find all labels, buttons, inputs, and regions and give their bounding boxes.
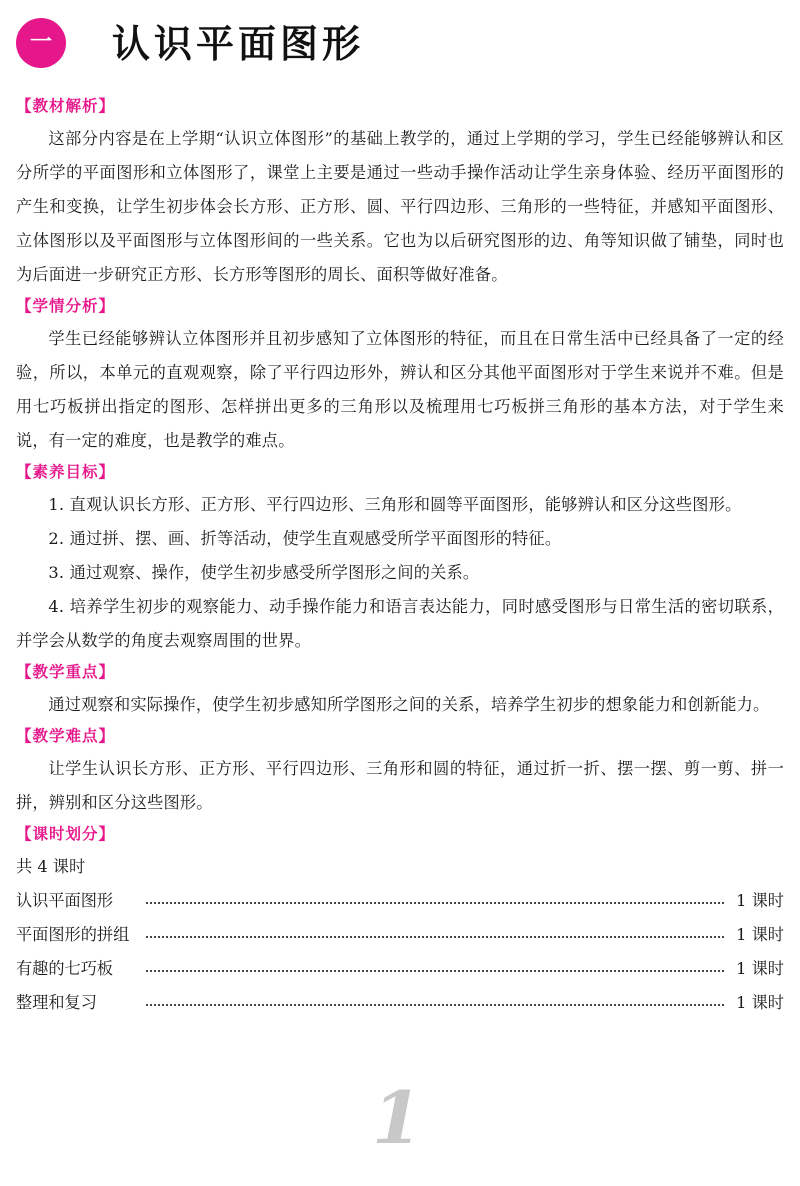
lesson-name: 有趣的七巧板 xyxy=(16,952,121,986)
section-lesson-schedule xyxy=(16,820,784,1020)
lesson-name: 平面图形的拼组 xyxy=(16,918,137,952)
lesson-name: 认识平面图形 xyxy=(16,884,121,918)
schedule-total: 共 4 课时 xyxy=(16,857,86,876)
goal-item-3: 3. 通过观察、操作，使学生初步感受所学图形之间的关系。 xyxy=(48,563,480,582)
lesson-name: 整理和复习 xyxy=(16,986,105,1020)
section-textbook-analysis xyxy=(16,92,784,292)
lesson-hours: 1 课时 xyxy=(730,918,784,952)
lesson-hours: 1 课时 xyxy=(730,884,784,918)
goal-item-1: 1. 直观认识长方形、正方形、平行四边形、三角形和圆等平面图形，能够辨认和区分这些图形。 xyxy=(48,495,742,514)
lesson-hours: 1 课时 xyxy=(730,986,784,1020)
dot-leader xyxy=(146,970,724,972)
section-label: 【教材解析】 xyxy=(16,97,116,115)
section-label: 【课时划分】 xyxy=(16,825,116,843)
section-difficulties xyxy=(16,722,784,820)
page-number: 1 xyxy=(372,1075,423,1160)
section-learner-analysis xyxy=(16,292,784,458)
goal-item-4: 4. 培养学生初步的观察能力、动手操作能力和语言表达能力，同时感受图形与日常生活的密切联系，并学会从数学的角度去观察周围的世界。 xyxy=(16,597,784,650)
unit-title: 认识平面图形 xyxy=(112,22,365,66)
unit-number: 一 xyxy=(29,30,52,55)
section-label: 【学情分析】 xyxy=(16,297,116,315)
section-literacy-goals xyxy=(16,458,784,658)
paragraph: 这部分内容是在上学期“认识立体图形”的基础上教学的，通过上学期的学习，学生已经能够辨认和区分所学的平面图形和立体图形了，课堂上主要是通过一些动手操作活动让学生亲身体验、经历平面图形的产生和变换，让学生初步体会长方形、正方形、圆、平行四边形、三角形的一些特征，并感知平面图形、立体图形以及平面图形与立体图形间的一些关系。它也为以后研究图形的边、角等知识做了铺垫，同时也为后面进一步研究正方形、长方形等图形的周长、面积等做好准备。 xyxy=(16,129,784,284)
lesson-hours: 1 课时 xyxy=(730,952,784,986)
page-content xyxy=(16,92,784,1020)
schedule-row xyxy=(16,884,784,918)
schedule-row xyxy=(16,952,784,986)
paragraph: 让学生认识长方形、正方形、平行四边形、三角形和圆的特征，通过折一折、摆一摆、剪一剪、拼一拼，辨别和区分这些图形。 xyxy=(16,759,784,812)
schedule-row xyxy=(16,918,784,952)
dot-leader xyxy=(146,902,724,904)
unit-header xyxy=(16,14,784,76)
schedule-row xyxy=(16,986,784,1020)
unit-number-badge xyxy=(16,18,66,68)
dot-leader xyxy=(146,1004,724,1006)
goal-item-2: 2. 通过拼、摆、画、折等活动，使学生直观感受所学平面图形的特征。 xyxy=(48,529,562,548)
paragraph: 学生已经能够辨认立体图形并且初步感知了立体图形的特征，而且在日常生活中已经具备了一定的经验，所以，本单元的直观观察，除了平行四边形外，辨认和区分其他平面图形对于学生来说并不难。但是用七巧板拼出指定的图形、怎样拼出更多的三角形以及梳理用七巧板拼三角形的基本方法，对于学生来说，有一定的难度，也是教学的难点。 xyxy=(16,329,784,450)
section-label: 【教学重点】 xyxy=(16,663,116,681)
section-label: 【素养目标】 xyxy=(16,463,116,481)
section-key-points xyxy=(16,658,784,722)
section-label: 【教学难点】 xyxy=(16,727,116,745)
paragraph: 通过观察和实际操作，使学生初步感知所学图形之间的关系，培养学生初步的想象能力和创新能力。 xyxy=(48,695,770,714)
dot-leader xyxy=(146,936,724,938)
